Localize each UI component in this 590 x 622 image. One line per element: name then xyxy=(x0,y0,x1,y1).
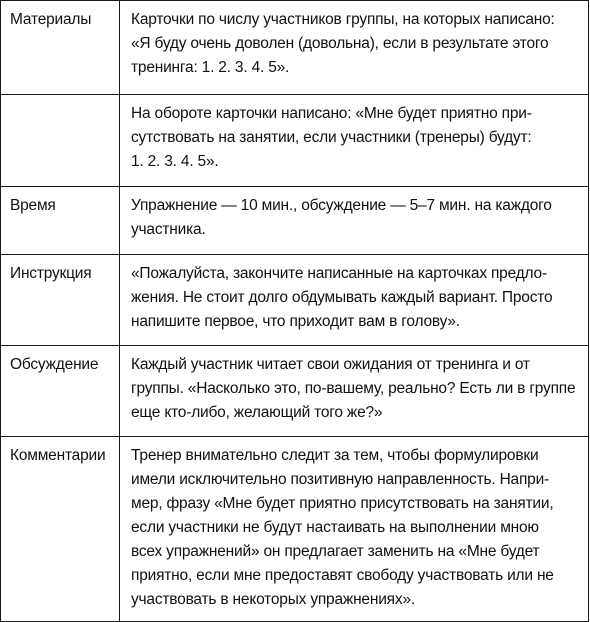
text-line: Тренер внимательно следит за тем, чтобы формулировки xyxy=(131,447,539,464)
text-line: приятно, если мне предоставят свободу участвовать или не xyxy=(131,567,554,584)
table-row-instruction xyxy=(1,255,589,346)
text-line: имели исключительно позитивную направленность. Напри- xyxy=(131,471,550,488)
table-row-time xyxy=(1,187,589,255)
text-line: участника. xyxy=(131,221,206,238)
table-row-materials xyxy=(1,1,589,95)
text-line: На обороте карточки написано: «Мне будет приятно при- xyxy=(131,105,532,122)
table-row-card-back xyxy=(1,95,589,187)
text-line: если участники не будут настаивать на выполнении мною xyxy=(131,519,539,536)
row-content xyxy=(120,255,589,346)
row-content xyxy=(120,1,589,95)
text-line: напишите первое, что приходит вам в голову». xyxy=(131,313,460,330)
text-line: всех упражнений» он предлагает заменить на «Мне будет xyxy=(131,543,540,560)
text-line: Упражнение — 10 мин., обсуждение — 5–7 мин. на каждого xyxy=(131,197,552,214)
row-label: Комментарии xyxy=(1,437,120,622)
row-content xyxy=(120,187,589,255)
row-content xyxy=(120,437,589,622)
text-line: участвовать в некоторых упражнениях». xyxy=(131,591,415,608)
text-line: 1. 2. 3. 4. 5». xyxy=(131,153,219,170)
text-line: «Пожалуйста, закончите написанные на карточках предло- xyxy=(131,265,547,282)
text-line: группы. «Насколько это, по-вашему, реально? Есть ли в группе xyxy=(131,380,576,397)
text-line: Каждый участник читает свои ожидания от тренинга и от xyxy=(131,356,530,373)
row-label: Материалы xyxy=(1,1,120,95)
table-row-discussion xyxy=(1,346,589,437)
text-line: Карточки по числу участников группы, на которых написано: xyxy=(131,11,555,28)
row-content xyxy=(120,95,589,187)
row-label: Время xyxy=(1,187,120,255)
row-label: Инструкция xyxy=(1,255,120,346)
text-line: «Я буду очень доволен (довольна), если в результате этого xyxy=(131,35,549,52)
text-line: еще кто-либо, желающий того же?» xyxy=(131,404,383,421)
row-content xyxy=(120,346,589,437)
text-line: жения. Не стоит долго обдумывать каждый вариант. Просто xyxy=(131,289,553,306)
text-line: тренинга: 1. 2. 3. 4. 5». xyxy=(131,59,290,76)
row-label: Обсуждение xyxy=(1,346,120,437)
table-row-comments xyxy=(1,437,589,622)
text-line: мер, фразу «Мне будет приятно присутствовать на занятии, xyxy=(131,495,554,512)
text-line: сутствовать на занятии, если участники (тренеры) будут: xyxy=(131,129,532,146)
row-label xyxy=(1,95,120,187)
